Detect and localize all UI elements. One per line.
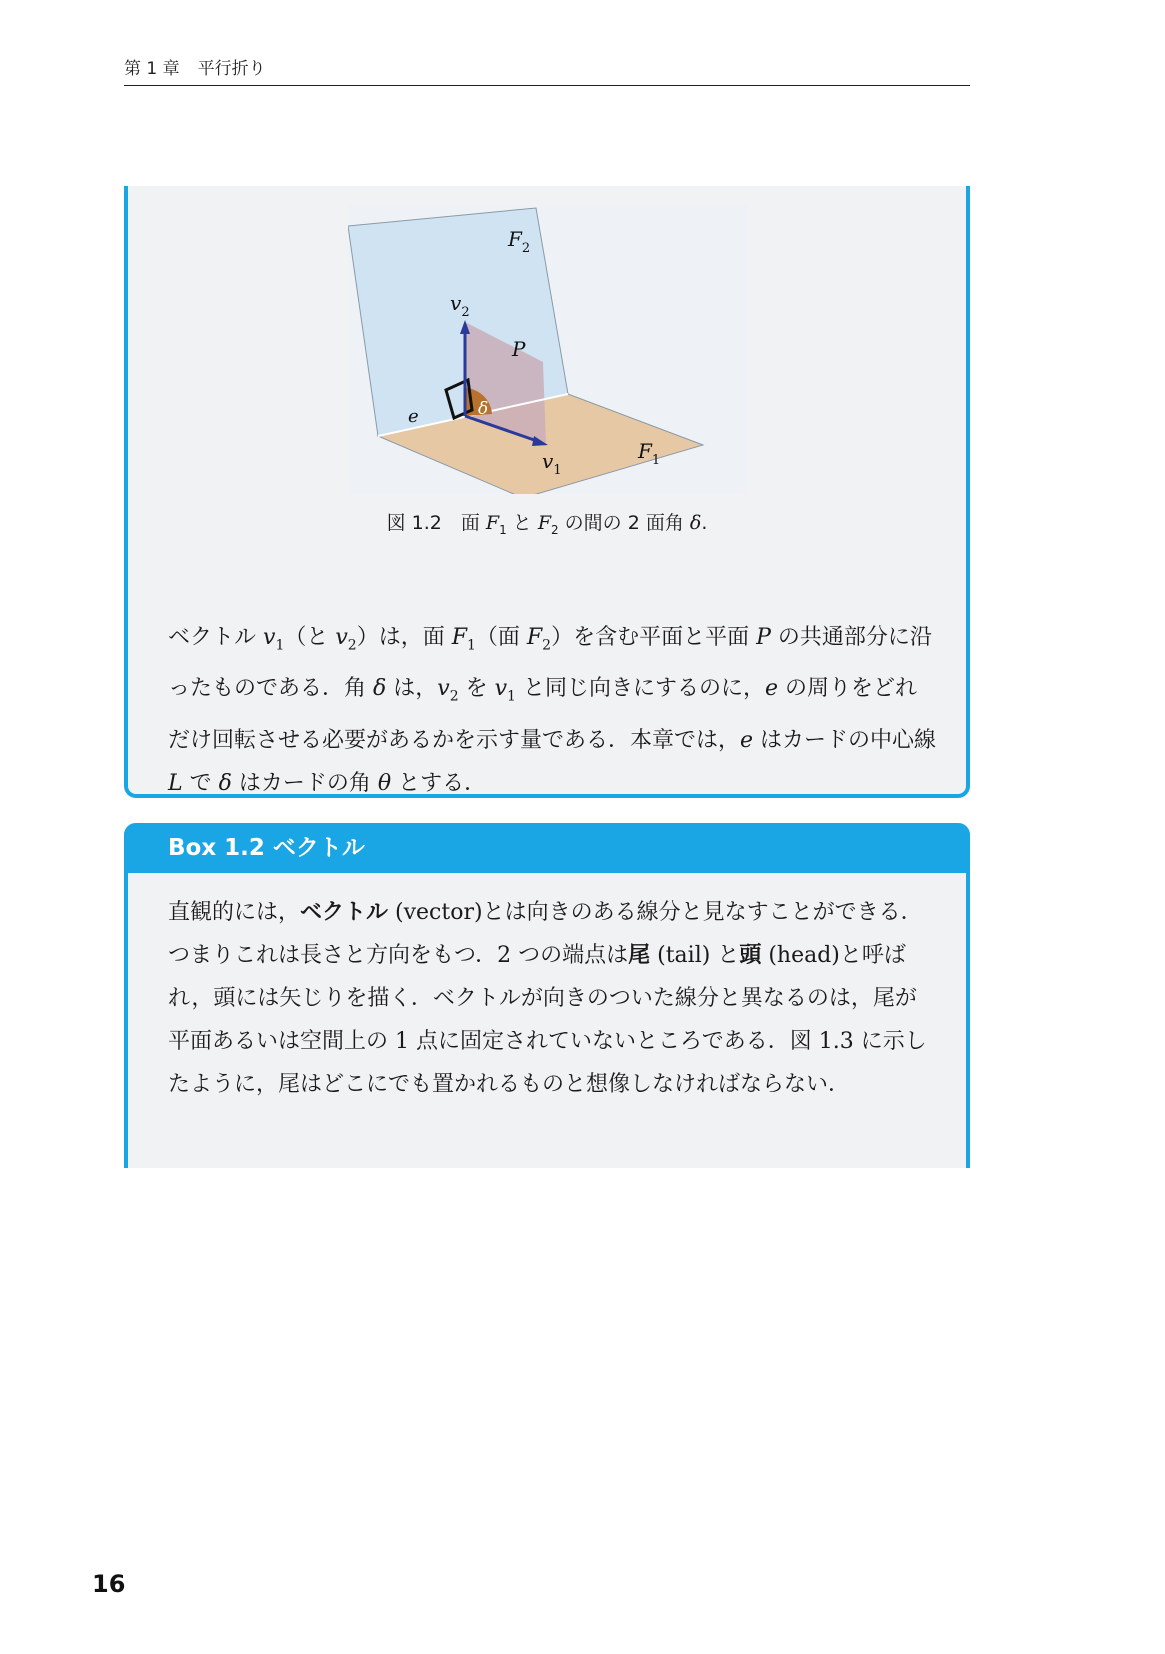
text-run: (vector)とは向きのある線分と見なすことができる．つまりこれは長さと方向をもつ．2 つの端点は	[168, 900, 923, 968]
math-symbol: e	[740, 727, 754, 753]
text-run: ）を含む平面と平面	[551, 625, 757, 650]
math-symbol: v	[494, 676, 508, 702]
math-symbol: e	[764, 676, 778, 702]
box-1-2	[124, 823, 970, 1168]
text-run: （面	[475, 625, 527, 650]
text-run: は，	[386, 676, 438, 702]
text-run: と同じ向きにするのに，	[515, 676, 765, 702]
label-f1: $F_1$	[638, 439, 661, 468]
running-head	[124, 54, 970, 86]
math-subscript: 2	[449, 688, 459, 705]
page-number: 16	[92, 1570, 126, 1598]
text-run: の共通部分に沿ったものである．角	[168, 625, 932, 702]
math-subscript: 1	[275, 637, 285, 654]
continued-box	[124, 186, 970, 798]
box-paragraph	[168, 891, 938, 1106]
bold-term: 頭	[739, 943, 762, 968]
chapter-number: 第 1 章	[124, 59, 180, 79]
figure-caption: 図 1.2 面 $F_1$ と $F_2$ の間の 2 面角 δ.	[386, 512, 708, 537]
text-run: 直観的には，	[168, 900, 301, 925]
math-symbol: F	[526, 625, 543, 650]
math-subscript: 2	[347, 637, 357, 654]
text-run: で	[182, 770, 219, 796]
text-run: はカードの角	[231, 770, 378, 796]
text-run: はカードの中心線	[753, 727, 937, 753]
bold-term: 尾	[628, 943, 651, 968]
chapter-title: 平行折り	[197, 59, 266, 79]
text-run: の周りをどれだけ回転させる必要があるかを示す量である．本章では，	[168, 676, 917, 753]
math-symbol: L	[168, 770, 183, 796]
text-run: (head)と呼ばれ，頭には矢じりを描く．ベクトルが向きのついた線分と異なるのは，尾が平面あるいは空間上の 1 点に固定されていないところである．図 1.3 に示したように，尾はどこにでも置かれるものと想像しなければならない．	[168, 943, 927, 1097]
dihedral-angle-diagram	[348, 204, 748, 494]
text-run: ベクトル	[168, 625, 263, 650]
figure-1-2	[348, 204, 748, 494]
continued-paragraph	[168, 616, 938, 805]
label-e: e	[408, 406, 419, 427]
math-symbol: δ	[218, 770, 232, 796]
label-f2: $F_2$	[508, 227, 531, 256]
math-subscript: 1	[466, 637, 476, 654]
math-symbol: F	[451, 625, 467, 650]
label-v2: $v_2$	[450, 291, 470, 320]
label-delta: δ	[478, 399, 489, 419]
text-run: とする．	[391, 770, 487, 796]
math-symbol: v	[263, 625, 276, 650]
text-run: （と	[284, 625, 336, 650]
text-run: ）は，面	[356, 625, 452, 650]
math-symbol: θ	[377, 770, 392, 796]
math-symbol: v	[335, 625, 348, 650]
text-run: (tail) と	[650, 943, 740, 968]
math-symbol: P	[756, 625, 771, 650]
math-subscript: 1	[507, 688, 516, 705]
text-run: を	[458, 676, 495, 702]
label-v1: $v_1$	[542, 449, 562, 478]
math-symbol: v	[437, 676, 450, 702]
math-subscript: 2	[542, 637, 552, 654]
box-title: Box 1.2 ベクトル	[124, 823, 970, 873]
math-symbol: δ	[373, 676, 387, 702]
bold-term: ベクトル	[300, 900, 389, 925]
label-p: P	[512, 337, 526, 361]
